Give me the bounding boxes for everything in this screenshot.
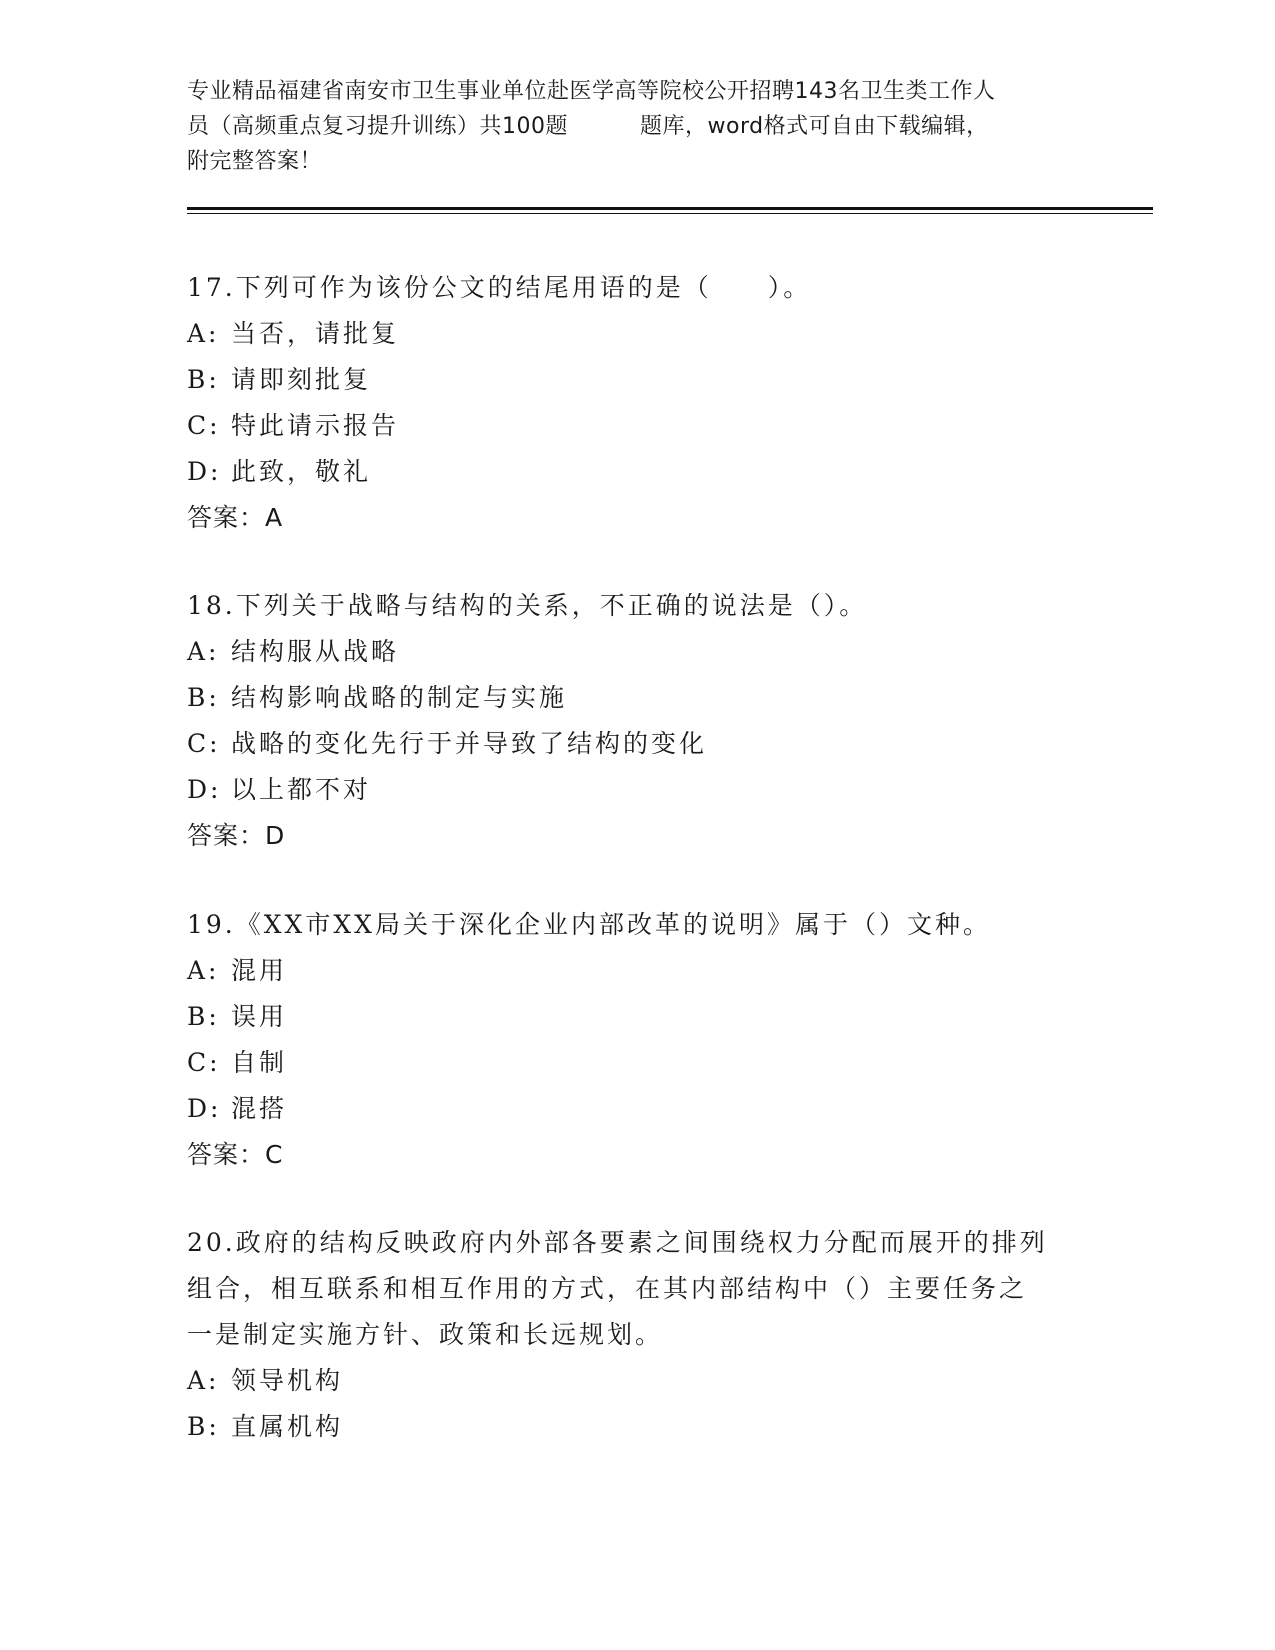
answer-line: 答案：D (187, 821, 286, 850)
header-line-2 (187, 109, 1087, 144)
option-text: 结构服从战略 (231, 637, 400, 666)
header-line-1: 专业精品福建省南安市卫生事业单位赴医学高等院校公开招聘143名卫生类工作人 (187, 79, 996, 104)
question-stem-line-2: 组合，相互联系和相互作用的方式，在其内部结构中（）主要任务之 (187, 1274, 1028, 1303)
header-divider-thick (187, 207, 1153, 210)
header-line-2a: 员（高频重点复习提升训练）共100题 (187, 114, 568, 139)
question-stem-line-3: 一是制定实施方针、政策和长远规划。 (187, 1320, 664, 1349)
option-a (187, 629, 1087, 675)
option-a (187, 948, 1087, 994)
question-19 (187, 902, 1087, 1178)
option-b (187, 357, 1087, 403)
option-text: 此致，敬礼 (231, 457, 372, 486)
question-20 (187, 1220, 1087, 1450)
option-text: 自制 (231, 1048, 288, 1077)
answer-line: 答案：C (187, 1140, 284, 1169)
header-divider-thin (187, 213, 1153, 214)
option-d (187, 449, 1087, 495)
option-text: 领导机构 (231, 1366, 344, 1395)
option-key: A: (187, 637, 220, 666)
header-line-2b: 题库，word格式可自由下载编辑， (640, 114, 989, 139)
answer-line: 答案：A (187, 503, 284, 532)
header-line-3: 附完整答案！ (187, 149, 323, 174)
option-b (187, 1404, 1087, 1450)
option-text: 结构影响战略的制定与实施 (231, 683, 568, 712)
option-key: B: (187, 683, 220, 712)
question-stem: 19.《XX市XX局关于深化企业内部改革的说明》属于（）文种。 (187, 910, 991, 939)
option-text: 混用 (231, 956, 288, 985)
option-key: B: (187, 1002, 220, 1031)
option-d (187, 767, 1087, 813)
option-key: A: (187, 1366, 220, 1395)
option-text: 以上都不对 (231, 775, 372, 804)
question-stem: 18.下列关于战略与结构的关系，不正确的说法是（）。 (187, 591, 868, 620)
option-text: 请即刻批复 (231, 365, 372, 394)
option-text: 战略的变化先行于并导致了结构的变化 (231, 729, 708, 758)
option-text: 混搭 (231, 1094, 288, 1123)
question-stem-line-1: 20.政府的结构反映政府内外部各要素之间围绕权力分配而展开的排列 (187, 1228, 1048, 1257)
option-text: 直属机构 (231, 1412, 344, 1441)
option-text: 误用 (231, 1002, 288, 1031)
option-key: C: (187, 1048, 221, 1077)
option-c (187, 1040, 1087, 1086)
option-key: D: (187, 1094, 222, 1123)
option-c (187, 403, 1087, 449)
question-stem: 17.下列可作为该份公文的结尾用语的是（ ）。 (187, 273, 812, 302)
option-a (187, 1358, 1087, 1404)
option-key: C: (187, 411, 221, 440)
option-b (187, 675, 1087, 721)
option-key: B: (187, 1412, 220, 1441)
option-b (187, 994, 1087, 1040)
option-key: D: (187, 457, 222, 486)
option-text: 特此请示报告 (231, 411, 400, 440)
option-d (187, 1086, 1087, 1132)
option-key: A: (187, 956, 220, 985)
option-text: 当否，请批复 (231, 319, 400, 348)
option-c (187, 721, 1087, 767)
document-header (187, 74, 1087, 179)
option-key: A: (187, 319, 220, 348)
question-17 (187, 265, 1087, 541)
question-18 (187, 583, 1087, 859)
option-key: B: (187, 365, 220, 394)
option-key: D: (187, 775, 222, 804)
option-key: C: (187, 729, 221, 758)
option-a (187, 311, 1087, 357)
